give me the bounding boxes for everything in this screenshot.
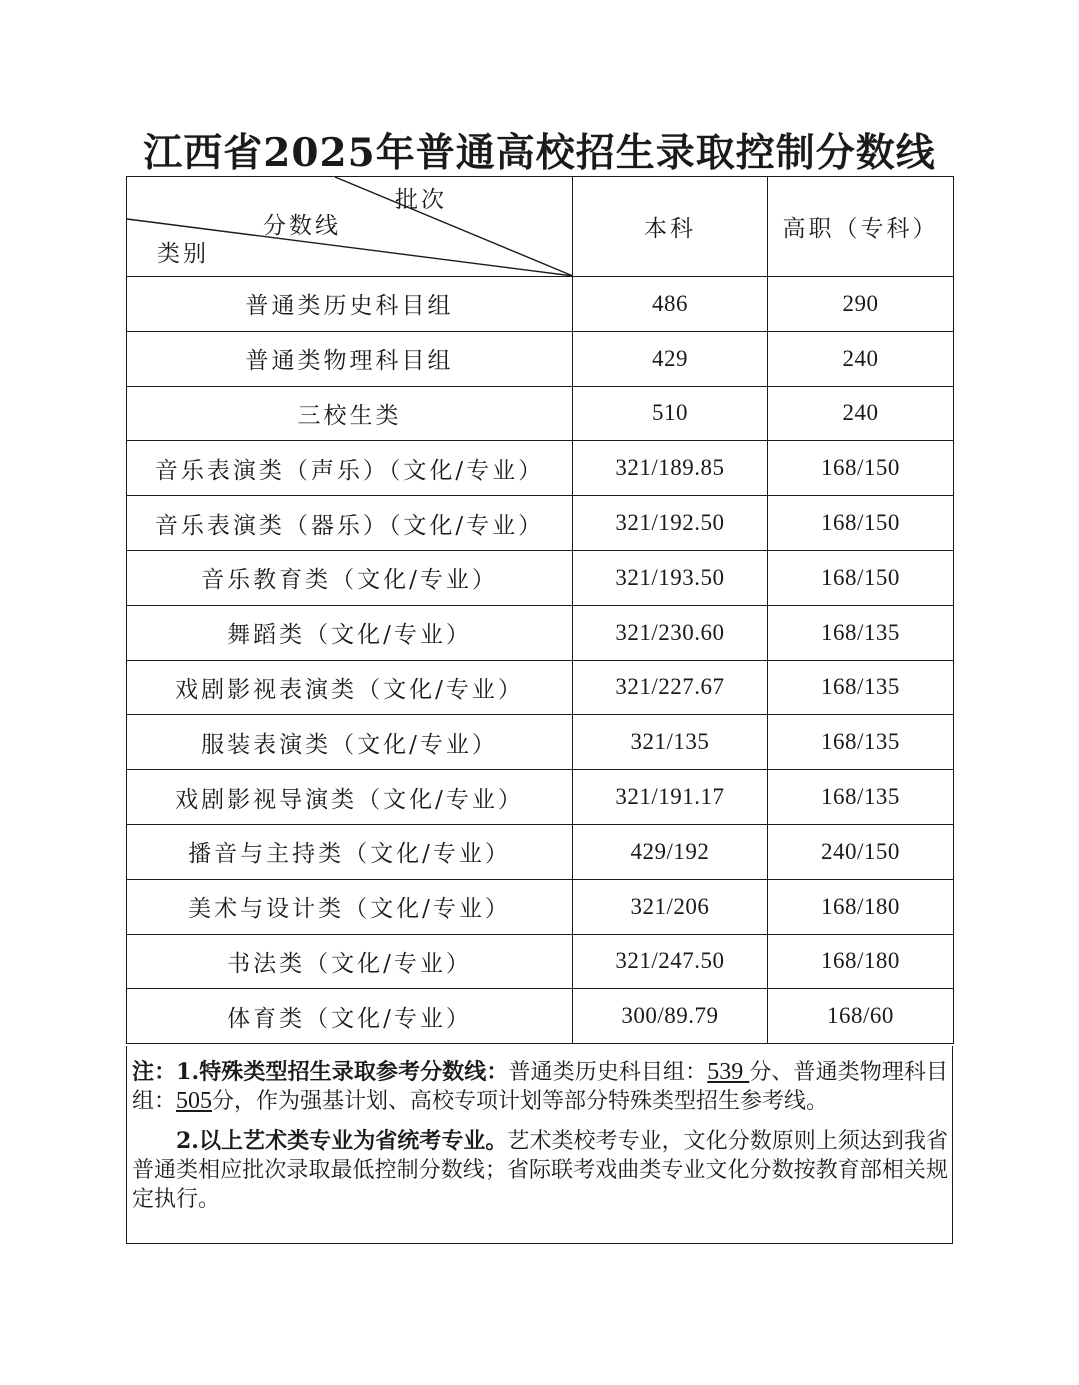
note-1-text-a: 普通类历史科目组： — [508, 1060, 708, 1085]
vocational-score-cell: 168/150 — [768, 496, 954, 551]
undergrad-score-cell: 510 — [573, 386, 768, 441]
undergrad-score-cell: 321/191.17 — [573, 770, 768, 825]
note-2-lead: 2.以上艺术类专业为省统考专业。 — [176, 1128, 508, 1154]
category-cell: 戏剧影视表演类（文化/专业） — [127, 660, 573, 715]
table-header-row — [127, 177, 954, 277]
undergrad-score-cell: 486 — [573, 277, 768, 332]
category-cell: 体育类（文化/专业） — [127, 989, 573, 1044]
score-table — [126, 176, 954, 1044]
category-cell: 服装表演类（文化/专业） — [127, 715, 573, 770]
category-cell: 音乐表演类（器乐）（文化/专业） — [127, 496, 573, 551]
note-1-history-score: 539 — [707, 1059, 750, 1085]
category-cell: 舞蹈类（文化/专业） — [127, 605, 573, 660]
undergrad-score-cell: 321/193.50 — [573, 550, 768, 605]
vocational-score-cell: 240 — [768, 386, 954, 441]
category-cell: 普通类物理科目组 — [127, 331, 573, 386]
note-2 — [132, 1127, 948, 1214]
vocational-score-cell: 168/180 — [768, 879, 954, 934]
category-cell: 美术与设计类（文化/专业） — [127, 879, 573, 934]
table-row — [127, 934, 954, 989]
category-cell: 音乐表演类（声乐）（文化/专业） — [127, 441, 573, 496]
note-1-text-c: 分，作为强基计划、高校专项计划等部分特殊类型招生参考线。 — [212, 1089, 829, 1114]
undergrad-score-cell: 429/192 — [573, 824, 768, 879]
table-row — [127, 441, 954, 496]
vocational-score-cell: 168/135 — [768, 770, 954, 825]
undergrad-score-cell: 321/189.85 — [573, 441, 768, 496]
vocational-score-cell: 168/150 — [768, 550, 954, 605]
table-row — [127, 770, 954, 825]
category-cell: 戏剧影视导演类（文化/专业） — [127, 770, 573, 825]
diag-label-category: 类别 — [157, 241, 209, 267]
vocational-score-cell: 168/150 — [768, 441, 954, 496]
note-1 — [132, 1058, 948, 1116]
undergrad-score-cell: 321/135 — [573, 715, 768, 770]
diagonal-header-cell — [127, 177, 573, 277]
vocational-score-cell: 168/135 — [768, 605, 954, 660]
diag-label-score: 分数线 — [263, 213, 341, 239]
vocational-score-cell: 168/135 — [768, 715, 954, 770]
vocational-score-cell: 240 — [768, 331, 954, 386]
undergrad-score-cell: 321/247.50 — [573, 934, 768, 989]
category-cell: 书法类（文化/专业） — [127, 934, 573, 989]
note-1-physics-score: 505 — [176, 1088, 213, 1114]
vocational-score-cell: 168/135 — [768, 660, 954, 715]
table-row — [127, 879, 954, 934]
note-1-text-b: 分、普通类物理科目组： — [132, 1060, 948, 1114]
table-row — [127, 496, 954, 551]
column-header-undergrad: 本科 — [573, 177, 768, 277]
diag-label-batch: 批次 — [395, 187, 447, 213]
table-row — [127, 550, 954, 605]
vocational-score-cell: 168/60 — [768, 989, 954, 1044]
table-row — [127, 715, 954, 770]
undergrad-score-cell: 321/230.60 — [573, 605, 768, 660]
undergrad-score-cell: 321/192.50 — [573, 496, 768, 551]
table-row — [127, 386, 954, 441]
column-header-vocational: 高职（专科） — [768, 177, 954, 277]
table-row — [127, 331, 954, 386]
page-title: 江西省2025年普通高校招生录取控制分数线 — [143, 130, 936, 176]
table-row — [127, 824, 954, 879]
undergrad-score-cell: 300/89.79 — [573, 989, 768, 1044]
undergrad-score-cell: 321/206 — [573, 879, 768, 934]
table-row — [127, 277, 954, 332]
vocational-score-cell: 290 — [768, 277, 954, 332]
category-cell: 音乐教育类（文化/专业） — [127, 550, 573, 605]
category-cell: 播音与主持类（文化/专业） — [127, 824, 573, 879]
vocational-score-cell: 240/150 — [768, 824, 954, 879]
notes-box — [126, 1046, 953, 1244]
category-cell: 普通类历史科目组 — [127, 277, 573, 332]
note-1-lead: 注：1.特殊类型招生录取参考分数线： — [132, 1059, 509, 1085]
category-cell: 三校生类 — [127, 386, 573, 441]
undergrad-score-cell: 429 — [573, 331, 768, 386]
table-row — [127, 660, 954, 715]
note-2-text: 艺术类校考专业，文化分数原则上须达到我省普通类相应批次录取最低控制分数线；省际联考戏曲类专业文化分数按教育部相关规定执行。 — [132, 1129, 948, 1212]
table-row — [127, 605, 954, 660]
undergrad-score-cell: 321/227.67 — [573, 660, 768, 715]
table-row — [127, 989, 954, 1044]
vocational-score-cell: 168/180 — [768, 934, 954, 989]
